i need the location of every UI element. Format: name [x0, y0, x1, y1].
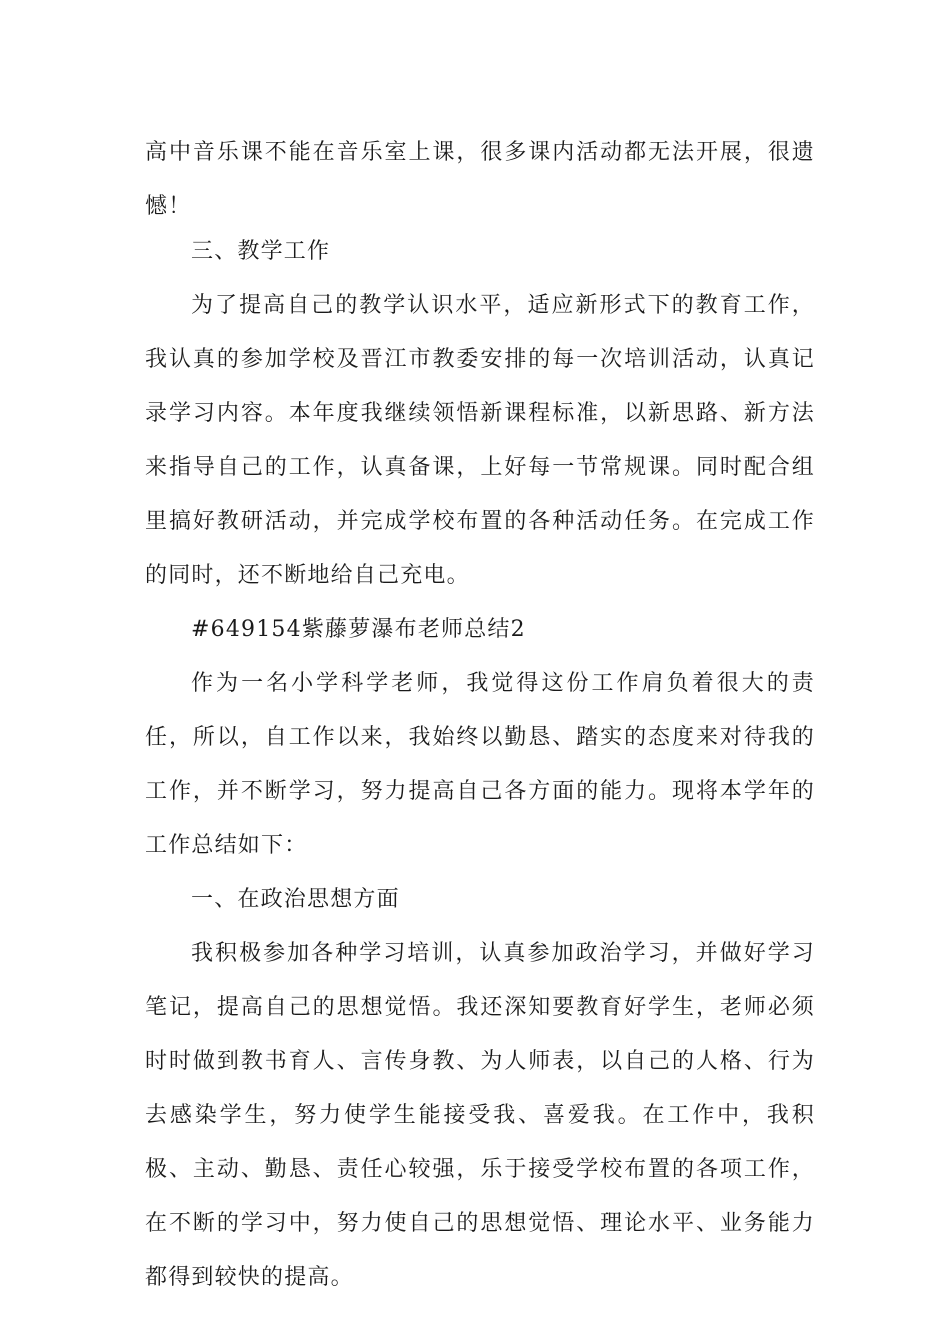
continuation-block: [145, 126, 815, 234]
intro-paragraph: 作为一名小学科学老师，我觉得这份工作肩负着很大的责任，所以，自工作以来，我始终以勤恳、踏实的态度来对待我的工作，并不断学习，努力提高自己各方面的能力。现将本学年的工作总结如下：: [145, 671, 815, 858]
body-block: [145, 225, 815, 1305]
section3-heading: 三、教学工作: [191, 239, 331, 264]
summary2-title: #649154紫藤萝瀑布老师总结2: [191, 617, 526, 642]
section1-paragraph: 我积极参加各种学习培训，认真参加政治学习，并做好学习笔记，提高自己的思想觉悟。我还深知要教育好学生，老师必须时时做到教书育人、言传身教、为人师表，以自己的人格、行为去感染学生，努力使学生能接受我、喜爱我。在工作中，我积极、主动、勤恳、责任心较强，乐于接受学校布置的各项工作，在不断的学习中，努力使自己的思想觉悟、理论水平、业务能力都得到较快的提高。: [145, 941, 815, 1290]
section1-heading: 一、在政治思想方面: [191, 887, 400, 912]
section3-paragraph: 为了提高自己的教学认识水平，适应新形式下的教育工作，我认真的参加学校及晋江市教委安排的每一次培训活动，认真记录学习内容。本年度我继续领悟新课程标准，以新思路、新方法来指导自己的工作，认真备课，上好每一节常规课。同时配合组里搞好教研活动，并完成学校布置的各种活动任务。在完成工作的同时，还不断地给自己充电。: [145, 293, 815, 588]
continuation-line: 高中音乐课不能在音乐室上课，很多课内活动都无法开展，很遗憾！: [145, 140, 815, 219]
